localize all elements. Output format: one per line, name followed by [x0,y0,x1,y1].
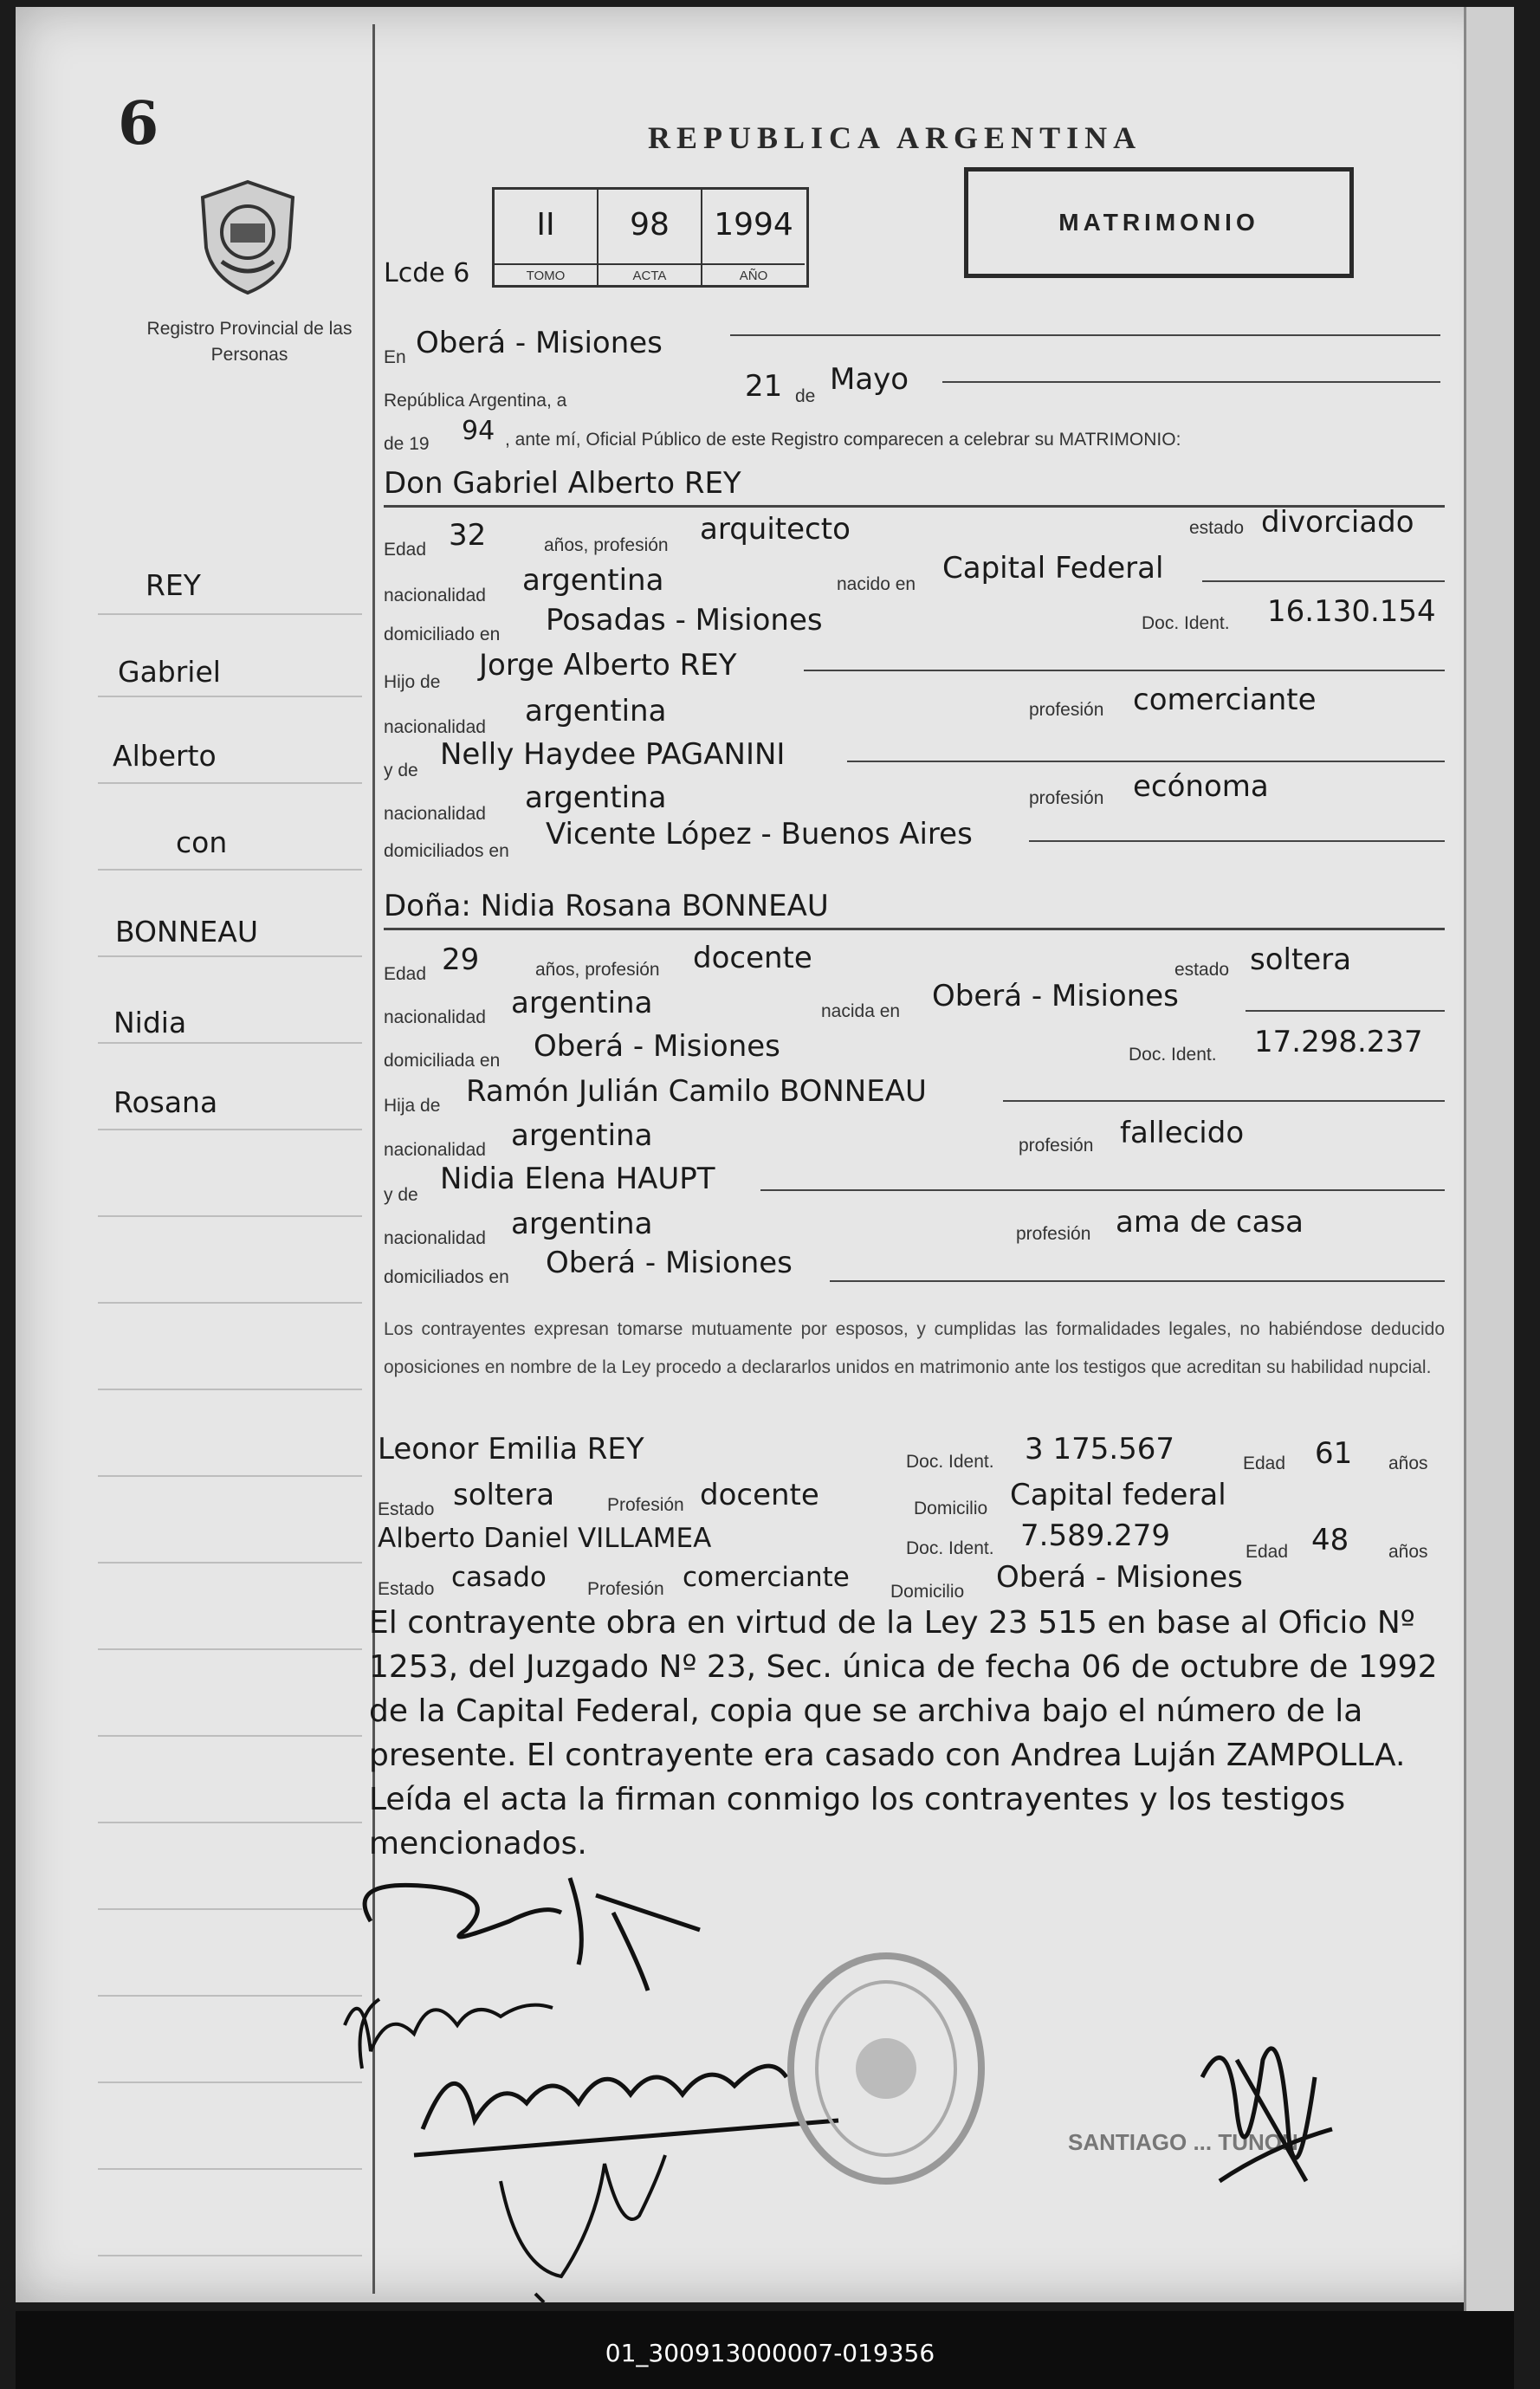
acta-value: 98 [630,207,670,243]
groom-name: Don Gabriel Alberto REY [384,466,741,501]
groom-birthplace: Capital Federal [942,551,1164,586]
document-type-box: MATRIMONIO [964,167,1354,278]
bride-anos-profesion-label: años, profesión [535,960,660,980]
year-suffix: 94 [462,416,495,446]
fill-line [942,381,1440,383]
groom-father-nat-label: nacionalidad [384,717,486,737]
margin-rule-line [98,1129,362,1130]
bride-mother-nationality: argentina [511,1207,653,1241]
margin-rule-line [98,1995,362,1997]
witness1-profesion-label: Profesión [607,1495,684,1515]
year-prefix: de 19 [384,434,430,454]
groom-mother-profesion-label: profesión [1029,788,1104,808]
groom-nationality: argentina [522,563,664,598]
witness2-domicile: Oberá - Misiones [996,1560,1243,1595]
witness2-age: 48 [1311,1523,1349,1557]
margin-name: BONNEAU [115,915,258,948]
fill-line [1029,840,1445,842]
margin-name: Gabriel [118,655,221,689]
groom-nacionalidad-label: nacionalidad [384,586,486,605]
scan-filename: 01_300913000007-019356 [605,2339,935,2367]
bride-parents-domicile-label: domiciliados en [384,1267,509,1287]
witness2-name: Alberto Daniel VILLAMEA [378,1523,712,1554]
margin-rule-line [98,782,362,784]
bride-mother: Nidia Elena HAUPT [440,1162,715,1196]
witness1-doc: 3 175.567 [1025,1432,1175,1466]
bride-nacionalidad-label: nacionalidad [384,1007,486,1027]
declaration-paragraph: Los contrayentes expresan tomarse mutuamente por esposos, y cumplidas las formalidades legales, no habiéndose deducido oposiciones en nombre de la Ley procedo a declararlos unidos en matrimonio ante los testigos que acreditan su habilidad nupcial. [384,1319,1445,1377]
place-value: Oberá - Misiones [416,326,663,360]
margin-name: con [176,825,228,859]
groom-mother-label: y de [384,761,418,780]
margin-rule-line [98,2255,362,2256]
bride-status: soltera [1250,942,1352,977]
witness2-status: casado [451,1562,547,1593]
groom-domiciliado-label: domiciliado en [384,625,501,644]
groom-father-label: Hijo de [384,672,441,692]
witness1-domicile: Capital federal [1010,1478,1226,1512]
witness2-anos-label: años [1388,1542,1428,1562]
en-label: En [384,347,406,367]
witness2-estado-label: Estado [378,1579,435,1599]
margin-name: Rosana [113,1085,218,1119]
witness2-profession: comerciante [683,1562,850,1593]
bride-name: Doña: Nidia Rosana BONNEAU [384,889,829,923]
bride-father-profession: fallecido [1120,1116,1245,1150]
document-page [16,7,1514,2302]
margin-rule-line [98,1908,362,1910]
acta-reference-box [492,187,809,288]
bride-father-nat-label: nacionalidad [384,1140,486,1160]
groom-nacido-label: nacido en [837,574,916,594]
groom-estado-label: estado [1189,518,1245,538]
signature-witness2 [483,2129,691,2302]
republica-label: República Argentina, a [384,391,567,411]
margin-rule-line [98,1389,362,1390]
bride-domiciliada-label: domiciliada en [384,1051,501,1071]
groom-profession: arquitecto [700,512,851,547]
month-value: Mayo [830,362,909,397]
bride-doc: 17.298.237 [1254,1025,1423,1059]
bride-birthplace: Oberá - Misiones [932,979,1179,1013]
margin-rule-line [98,1475,362,1477]
fill-line [1003,1100,1445,1102]
margin-name: Alberto [113,739,217,773]
margin-rule-line [98,1562,362,1564]
bride-domicile: Oberá - Misiones [534,1029,780,1064]
bride-father-profesion-label: profesión [1019,1136,1094,1156]
groom-mother-profession: ecónoma [1133,769,1269,804]
handwritten-note: El contrayente obra en virtud de la Ley 23 515 en base al Oficio Nº 1253, del Juzgado Nº 23, Sec. única de fecha 06 de octubre de 1992 de la Capital Federal, copia que se archiva bajo el número de la presente. El contrayente era casado con Andrea Luján ZAMPOLLA. Leída el acta la firman conmigo los contrayentes y los testigos mencionados. [369,1605,1438,1861]
witness1-status: soltera [453,1478,555,1512]
page-number: 6 [118,89,159,159]
groom-parents-domicile-label: domiciliados en [384,841,509,861]
margin-rule-line [98,869,362,871]
groom-father-nationality: argentina [525,694,667,728]
witness1-anos-label: años [1388,1453,1428,1473]
bride-age: 29 [442,942,480,977]
tomo-label: TOMO [495,263,597,283]
bride-mother-label: y de [384,1185,418,1205]
witness1-name: Leonor Emilia REY [378,1432,644,1466]
groom-father-profession: comerciante [1133,683,1317,717]
bride-profession: docente [693,941,812,975]
margin-rule-line [98,2168,362,2170]
day-value: 21 [745,369,783,404]
tomo-value: II [536,207,555,243]
witness2-profesion-label: Profesión [587,1579,664,1599]
witness1-profession: docente [700,1478,819,1512]
groom-age: 32 [449,518,487,553]
page-edge [1464,7,1514,2346]
margin-name: Nidia [113,1006,187,1039]
bride-father: Ramón Julián Camilo BONNEAU [466,1074,927,1109]
bride-nationality: argentina [511,986,653,1020]
fill-line [1246,1010,1445,1012]
groom-doc-label: Doc. Ident. [1142,613,1230,633]
margin-rule-line [98,1822,362,1823]
groom-doc: 16.130.154 [1267,594,1436,629]
fill-line [1202,580,1445,582]
groom-father: Jorge Alberto REY [479,648,737,683]
bride-father-label: Hija de [384,1096,441,1116]
margin-rule-line [98,2081,362,2083]
groom-father-profesion-label: profesión [1029,700,1104,720]
bride-edad-label: Edad [384,964,427,984]
bride-nacida-label: nacida en [821,1001,901,1021]
margin-name: REY [146,568,201,602]
margin-rule-line [98,1648,362,1650]
margin-rule-line [98,1215,362,1217]
de-label: de [795,386,816,406]
margin-rule-line [98,1042,362,1044]
margin-rule-line [98,1302,362,1304]
groom-status: divorciado [1261,505,1414,540]
witness2-doc-label: Doc. Ident. [906,1538,994,1558]
witness1-edad-label: Edad [1243,1453,1286,1473]
bride-parents-domicile: Oberá - Misiones [546,1246,793,1280]
witness1-age: 61 [1315,1436,1353,1471]
bride-mother-profession: ama de casa [1116,1205,1304,1240]
fill-line [760,1189,1445,1191]
groom-mother-nationality: argentina [525,780,667,815]
bride-doc-label: Doc. Ident. [1129,1045,1217,1065]
acta-label: ACTA [599,263,701,283]
official-stamp [778,1947,994,2190]
margin-rule-line [98,613,362,615]
groom-mother: Nelly Haydee PAGANINI [440,737,786,772]
bride-mother-nat-label: nacionalidad [384,1228,486,1248]
opening-statement: , ante mí, Oficial Público de este Registro comparecen a celebrar su MATRIMONIO: [505,430,1181,450]
tomo-cell [495,190,599,285]
country-heading: REPUBLICA ARGENTINA [648,120,1142,155]
groom-domicile: Posadas - Misiones [546,603,823,638]
office-code: Lcde 6 [384,258,470,288]
official-stamp-name: SANTIAGO ... TUNON [1068,2129,1298,2155]
margin-rule-line [98,955,362,957]
witness1-doc-label: Doc. Ident. [906,1452,994,1472]
ano-cell [702,190,805,285]
section-rule [384,928,1445,930]
witness2-domicilio-label: Domicilio [890,1582,965,1602]
bride-estado-label: estado [1174,960,1230,980]
registry-name: Registro Provincial de las Personas [146,319,353,365]
bride-mother-profesion-label: profesión [1016,1224,1091,1244]
ano-value: 1994 [714,207,793,243]
witness2-edad-label: Edad [1246,1542,1289,1562]
witness2-doc: 7.589.279 [1020,1518,1171,1553]
witness1-estado-label: Estado [378,1499,435,1519]
groom-anos-profesion-label: años, profesión [544,535,669,555]
groom-parents-domicile: Vicente López - Buenos Aires [546,817,973,851]
signature-official [1185,2008,1341,2207]
acta-cell [599,190,702,285]
groom-edad-label: Edad [384,540,427,560]
provincial-seal-icon [196,178,300,296]
margin-rule-line [98,1735,362,1737]
witness1-domicilio-label: Domicilio [914,1499,988,1518]
fill-line [804,670,1445,671]
bride-father-nationality: argentina [511,1118,653,1153]
ano-label: AÑO [702,263,805,283]
groom-mother-nat-label: nacionalidad [384,804,486,824]
margin-rule-line [98,696,362,697]
fill-line [730,334,1440,336]
fill-line [847,761,1445,762]
fill-line [830,1280,1445,1282]
